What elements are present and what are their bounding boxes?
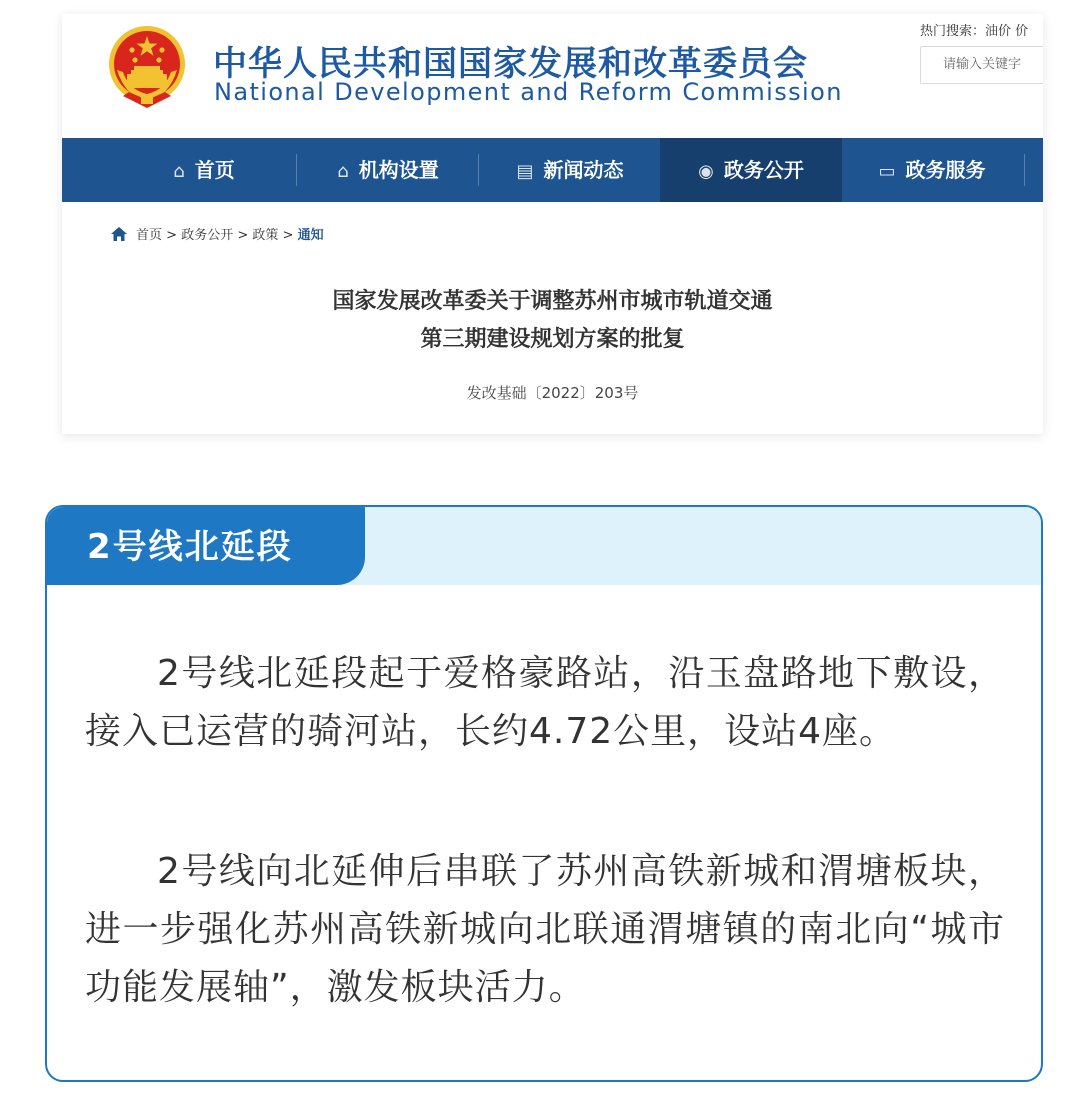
search-input[interactable]: 请输入关键字 [920, 46, 1043, 84]
breadcrumb-item[interactable]: 政务公开 [181, 228, 234, 243]
nav-item-label: 机构设置 [358, 158, 439, 182]
nav-item-label: 政务公开 [723, 158, 804, 182]
main-nav [62, 138, 1043, 202]
news-icon: ▤ [516, 161, 534, 182]
breadcrumb-separator: > [162, 228, 182, 243]
nav-divider [478, 154, 479, 186]
doc-title-line1: 国家发展改革委关于调整苏州市城市轨道交通 [332, 289, 773, 314]
nav-item-label: 政务服务 [905, 158, 986, 182]
nav-divider [296, 154, 297, 186]
breadcrumb-separator: > [233, 228, 253, 243]
paragraph-2: 2号线向北延伸后串联了苏州高铁新城和渭塘板块，进一步强化苏州高铁新城向北联通渭塘镇的南北向“城市功能发展轴”，激发板块活力。 [85, 851, 1005, 1008]
nav-item-services[interactable] [842, 138, 1022, 202]
nav-item-label: 首页 [194, 158, 235, 182]
service-icon: ▭ [878, 161, 896, 182]
org-name-cn: 中华人民共和国国家发展和改革委员会 [213, 44, 808, 84]
home-icon [110, 226, 128, 242]
doc-number: 发改基础〔2022〕203号 [466, 384, 639, 402]
breadcrumb-separator: > [278, 228, 298, 243]
nav-item-home[interactable] [114, 138, 294, 202]
nav-divider [1024, 154, 1025, 186]
line2-info-box [45, 505, 1043, 1082]
national-emblem-icon [107, 24, 187, 110]
broadcast-icon: ◉ [698, 161, 714, 182]
breadcrumb-item[interactable]: 首页 [136, 228, 163, 243]
nav-item-label: 新闻动态 [543, 158, 624, 182]
infobox-title: 2号线北延段 [47, 507, 365, 585]
paragraph-1: 2号线北延段起于爱格豪路站，沿玉盘路地下敷设，接入已运营的骑河站，长约4.72公里，设站4座。 [85, 653, 1005, 752]
nav-item-institutions[interactable] [298, 138, 478, 202]
doc-title-line2: 第三期建设规划方案的批复 [420, 327, 685, 352]
breadcrumb [110, 224, 324, 243]
nav-item-news[interactable] [480, 138, 660, 202]
home-icon: ⌂ [173, 161, 185, 182]
nav-item-gov-affairs[interactable] [660, 138, 842, 202]
breadcrumb-current: 通知 [297, 228, 324, 243]
institution-icon: ⌂ [337, 161, 349, 182]
hot-search-label[interactable]: 热门搜索：油价 价 [920, 24, 1029, 39]
breadcrumb-item[interactable]: 政策 [252, 228, 279, 243]
org-name-en: National Development and Reform Commission [214, 78, 843, 106]
ndrc-screenshot [62, 14, 1043, 434]
